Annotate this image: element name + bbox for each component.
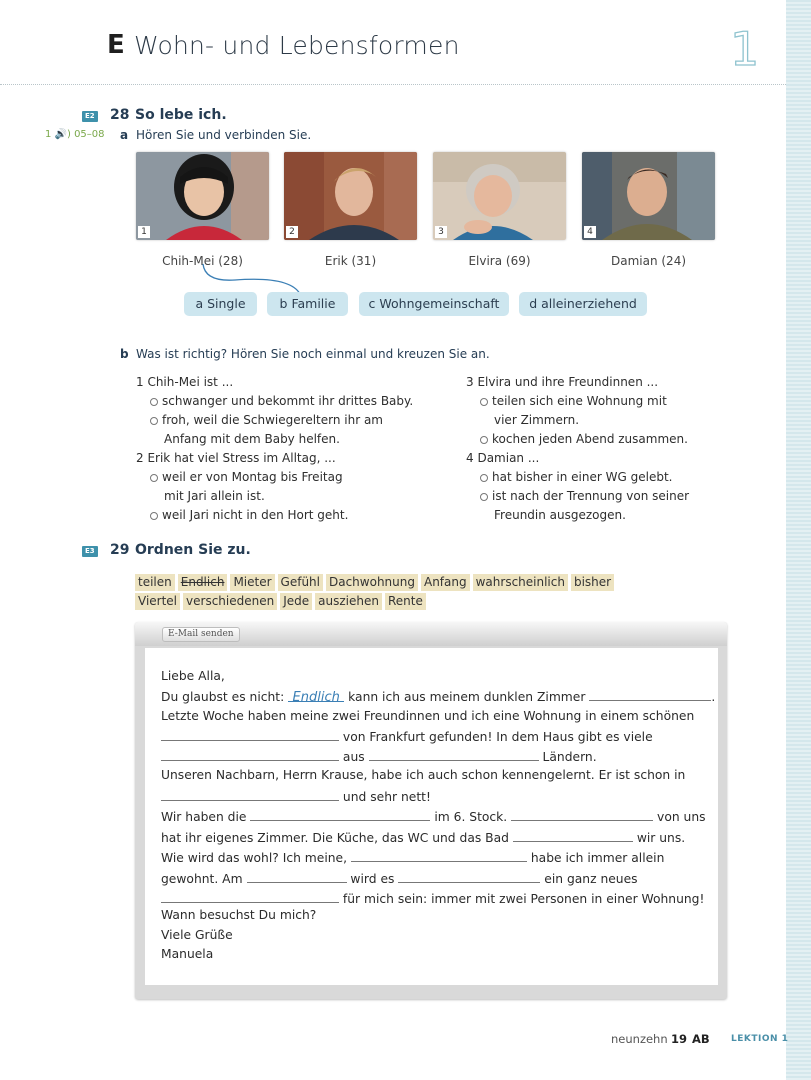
answer-blank[interactable] bbox=[351, 850, 527, 862]
option-text-continued: mit Jari allein ist. bbox=[164, 489, 265, 503]
word-chip-used[interactable]: Endlich bbox=[178, 574, 228, 591]
question-1 bbox=[136, 373, 436, 449]
photo-erik bbox=[284, 152, 417, 240]
word-chip[interactable]: teilen bbox=[135, 574, 175, 591]
email-line: Letzte Woche haben meine zwei Freundinnen und ich eine Wohnung in einem schönen bbox=[161, 709, 695, 723]
email-line bbox=[161, 809, 706, 824]
email-text: hat ihr eigenes Zimmer. Die Küche, das WC und das Bad bbox=[161, 831, 509, 845]
option-single[interactable]: a Single bbox=[184, 292, 257, 316]
answer-blank[interactable] bbox=[161, 729, 339, 741]
question-3 bbox=[466, 373, 766, 449]
handwritten-answer: Endlich bbox=[292, 690, 340, 705]
email-line bbox=[161, 830, 685, 845]
answer-blank[interactable] bbox=[369, 749, 539, 761]
email-line bbox=[161, 689, 715, 704]
caption-erik: Erik (31) bbox=[324, 254, 377, 268]
photo-number: 2 bbox=[286, 226, 298, 238]
email-line: Wann besuchst Du mich? bbox=[161, 908, 317, 922]
question-2-head: 2 Erik hat viel Stress im Alltag, ... bbox=[136, 451, 336, 465]
radio-circle[interactable] bbox=[150, 512, 158, 520]
radio-circle[interactable] bbox=[150, 398, 158, 406]
word-chip[interactable]: bisher bbox=[571, 574, 614, 591]
email-text: habe ich immer allein bbox=[530, 851, 665, 865]
answer-option[interactable] bbox=[136, 468, 436, 487]
email-text: gewohnt. Am bbox=[161, 872, 243, 886]
page-title: Wohn- und Lebensformen bbox=[134, 31, 460, 60]
photo-elvira bbox=[433, 152, 566, 240]
option-text: kochen jeden Abend zusammen. bbox=[492, 432, 688, 446]
photo-chih-mei bbox=[136, 152, 269, 240]
email-line: Unseren Nachbarn, Herrn Krause, habe ich auch schon kennengelernt. Er ist schon in bbox=[161, 768, 686, 782]
email-line bbox=[161, 729, 653, 744]
radio-circle[interactable] bbox=[480, 398, 488, 406]
word-chip[interactable]: Dachwohnung bbox=[326, 574, 418, 591]
question-3-head: 3 Elvira und ihre Freundinnen ... bbox=[466, 375, 659, 389]
answer-blank[interactable] bbox=[247, 871, 347, 883]
option-text: weil Jari nicht in den Hort geht. bbox=[162, 508, 349, 522]
radio-circle[interactable] bbox=[480, 474, 488, 482]
option-text: hat bisher in einer WG gelebt. bbox=[492, 470, 673, 484]
answer-blank[interactable] bbox=[589, 689, 711, 701]
answer-blank-filled[interactable] bbox=[288, 690, 344, 705]
workbook-label: AB bbox=[692, 1032, 710, 1046]
email-text: Du glaubst es nicht: bbox=[161, 690, 285, 704]
email-line bbox=[161, 789, 431, 804]
answer-option[interactable] bbox=[136, 506, 436, 525]
answer-blank[interactable] bbox=[161, 789, 339, 801]
photo-damian bbox=[582, 152, 715, 240]
email-text: Ländern. bbox=[542, 750, 597, 764]
caption-damian: Damian (24) bbox=[610, 254, 687, 268]
subtask-letter-b: b bbox=[120, 347, 129, 361]
page-edge-stripe bbox=[786, 0, 811, 1080]
email-signature: Manuela bbox=[161, 947, 214, 961]
option-text: ist nach der Trennung von seiner bbox=[492, 489, 690, 503]
option-text-continued: Freundin ausgezogen. bbox=[494, 508, 626, 522]
word-chip[interactable]: Rente bbox=[385, 593, 426, 610]
email-text: Wir haben die bbox=[161, 810, 247, 824]
word-chip[interactable]: Jede bbox=[280, 593, 312, 610]
page-number: 19 bbox=[671, 1032, 688, 1046]
email-text: für mich sein: immer mit zwei Personen in einer Wohnung! bbox=[342, 892, 705, 906]
exercise-tag: E3 bbox=[82, 546, 98, 557]
word-bank-row-1 bbox=[135, 571, 755, 591]
caption-elvira: Elvira (69) bbox=[468, 254, 531, 268]
exercise-title: So lebe ich. bbox=[135, 107, 227, 123]
lesson-label: LEKTION 1 bbox=[731, 1034, 789, 1044]
exercise-number: 28 bbox=[110, 107, 130, 123]
answer-blank[interactable] bbox=[161, 749, 339, 761]
word-chip[interactable]: Mieter bbox=[230, 574, 274, 591]
email-text: im 6. Stock. bbox=[434, 810, 508, 824]
answer-option[interactable] bbox=[466, 468, 766, 487]
answer-blank[interactable] bbox=[398, 871, 540, 883]
word-chip[interactable]: verschiedenen bbox=[183, 593, 277, 610]
email-text: aus bbox=[342, 750, 365, 764]
section-letter: E bbox=[107, 30, 125, 60]
email-text: wird es bbox=[350, 872, 395, 886]
photo-number: 3 bbox=[435, 226, 447, 238]
subtask-b-instruction: Was ist richtig? Hören Sie noch einmal und kreuzen Sie an. bbox=[136, 347, 490, 361]
word-chip[interactable]: Anfang bbox=[421, 574, 470, 591]
option-alleinerziehend[interactable]: d alleinerziehend bbox=[519, 292, 647, 316]
answer-blank[interactable] bbox=[511, 809, 653, 821]
radio-circle[interactable] bbox=[480, 493, 488, 501]
answer-option[interactable] bbox=[136, 411, 436, 430]
email-line bbox=[161, 871, 638, 886]
question-2 bbox=[136, 449, 436, 525]
audio-track-reference[interactable]: 1 🔊) 05–08 bbox=[45, 129, 105, 140]
radio-circle[interactable] bbox=[150, 474, 158, 482]
option-wohngemeinschaft[interactable]: c Wohngemeinschaft bbox=[359, 292, 509, 316]
email-text: von Frankfurt gefunden! In dem Haus gibt es viele bbox=[342, 730, 653, 744]
option-text-continued: vier Zimmern. bbox=[494, 413, 580, 427]
answer-option[interactable] bbox=[466, 392, 766, 411]
answer-blank[interactable] bbox=[513, 830, 633, 842]
option-familie[interactable]: b Familie bbox=[267, 292, 348, 316]
exercise-number: 29 bbox=[110, 542, 130, 558]
email-text: ein ganz neues bbox=[544, 872, 638, 886]
email-closing: Viele Grüße bbox=[161, 928, 233, 942]
subtask-letter-a: a bbox=[120, 128, 129, 142]
email-text: . bbox=[711, 690, 716, 704]
answer-blank[interactable] bbox=[250, 809, 430, 821]
answer-blank[interactable] bbox=[161, 891, 339, 903]
word-chip[interactable]: wahrscheinlich bbox=[473, 574, 568, 591]
answer-option[interactable] bbox=[136, 392, 436, 411]
question-4-head: 4 Damian ... bbox=[466, 451, 540, 465]
page-number-word: neunzehn bbox=[611, 1032, 668, 1046]
word-chip[interactable]: ausziehen bbox=[315, 593, 382, 610]
send-email-button[interactable]: E-Mail senden bbox=[162, 627, 240, 642]
photo-number: 4 bbox=[584, 226, 596, 238]
email-text: kann ich aus meinem dunklen Zimmer bbox=[348, 690, 586, 704]
email-text: wir uns. bbox=[636, 831, 686, 845]
radio-circle[interactable] bbox=[480, 436, 488, 444]
option-text: schwanger und bekommt ihr drittes Baby. bbox=[162, 394, 414, 408]
option-text: froh, weil die Schwiegereltern ihr am bbox=[162, 413, 383, 427]
option-text: teilen sich eine Wohnung mit bbox=[492, 394, 667, 408]
email-greeting: Liebe Alla, bbox=[161, 669, 225, 683]
question-4 bbox=[466, 449, 766, 525]
caption-chih-mei: Chih-Mei (28) bbox=[162, 254, 243, 268]
email-line bbox=[161, 749, 597, 764]
email-line bbox=[161, 891, 704, 906]
exercise-title: Ordnen Sie zu. bbox=[135, 542, 251, 558]
email-text: von uns bbox=[657, 810, 706, 824]
radio-circle[interactable] bbox=[150, 417, 158, 425]
email-text: Wie wird das wohl? Ich meine, bbox=[161, 851, 348, 865]
word-chip[interactable]: Gefühl bbox=[278, 574, 323, 591]
chapter-number: 1 bbox=[730, 22, 760, 76]
answer-option[interactable] bbox=[466, 487, 766, 506]
email-line bbox=[161, 850, 664, 865]
subtask-a-instruction: Hören Sie und verbinden Sie. bbox=[136, 128, 312, 142]
email-text: und sehr nett! bbox=[342, 790, 431, 804]
answer-option[interactable] bbox=[466, 430, 766, 449]
option-text: weil er von Montag bis Freitag bbox=[162, 470, 343, 484]
header-divider bbox=[0, 84, 786, 85]
word-chip[interactable]: Viertel bbox=[135, 593, 180, 610]
option-text-continued: Anfang mit dem Baby helfen. bbox=[164, 432, 340, 446]
photo-number: 1 bbox=[138, 226, 150, 238]
question-1-head: 1 Chih-Mei ist ... bbox=[136, 375, 234, 389]
word-bank-row-2 bbox=[135, 590, 755, 610]
exercise-tag: E2 bbox=[82, 111, 98, 122]
